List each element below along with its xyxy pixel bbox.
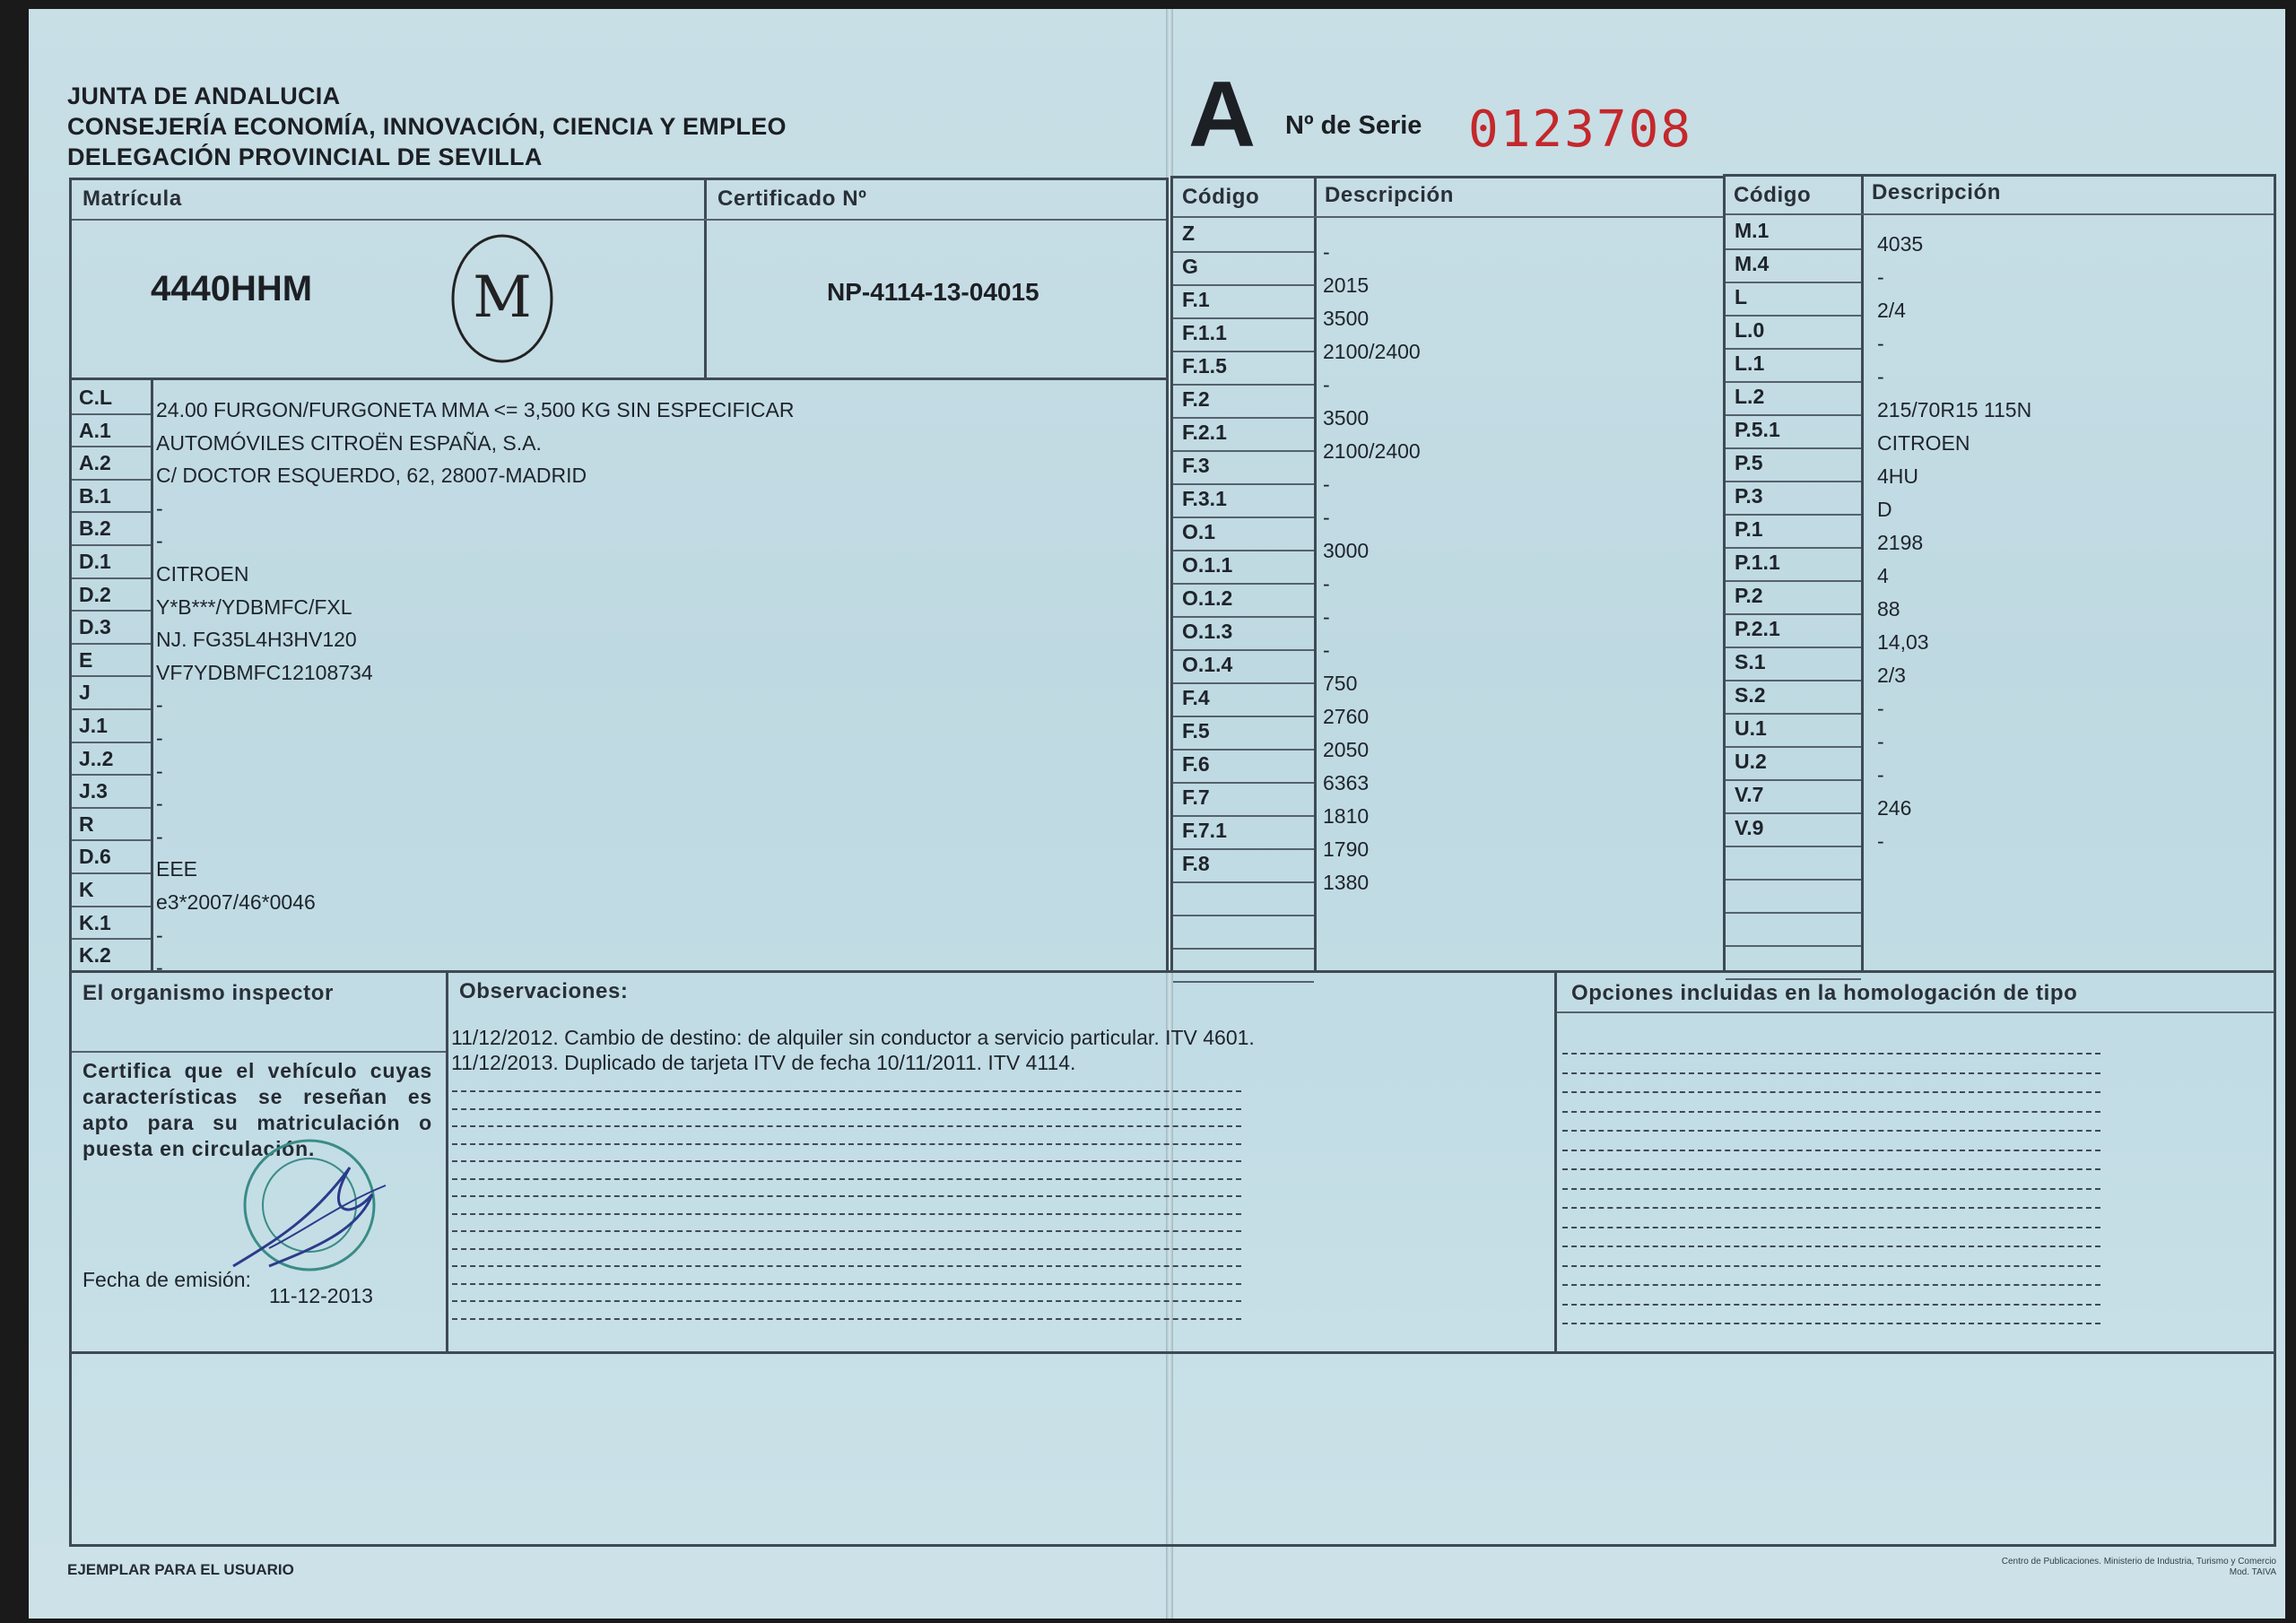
- left-field-value: CITROEN: [156, 562, 249, 586]
- publisher-footer: [2002, 1557, 2276, 1578]
- mid-row-value: -: [1323, 605, 1330, 629]
- mid-row-code: F.4: [1182, 686, 1210, 709]
- left-field-divider: [72, 643, 151, 645]
- mid-row-value: -: [1323, 240, 1330, 264]
- mid-row-divider: [1173, 483, 1314, 485]
- issuer-line-1: JUNTA DE ANDALUCIA: [67, 82, 341, 109]
- right-row-divider: [1726, 945, 1861, 947]
- left-field-divider: [72, 544, 151, 546]
- observaciones-label: Observaciones:: [459, 979, 629, 1003]
- mid-row-value: -: [1323, 572, 1330, 595]
- mid-row-code: O.1: [1182, 520, 1216, 543]
- right-row-value: -: [1877, 730, 1884, 753]
- left-field-code: K.1: [79, 911, 111, 934]
- opcion-dashed-line: [1562, 1245, 2100, 1247]
- right-row-value: D: [1877, 498, 1892, 521]
- right-row-divider: [1726, 447, 1861, 449]
- left-field-code: D.6: [79, 845, 111, 868]
- right-row-divider: [1726, 779, 1861, 781]
- mid-row-value: 3500: [1323, 307, 1370, 330]
- left-field-divider: [72, 839, 151, 841]
- left-field-value: -: [156, 529, 163, 552]
- right-row-code: S.2: [1735, 683, 1766, 707]
- right-row-divider: [1726, 481, 1861, 482]
- mid-row-divider: [1173, 682, 1314, 684]
- observacion-dashed-line: [452, 1283, 1241, 1285]
- left-field-code: J.1: [79, 714, 108, 737]
- left-field-divider: [72, 446, 151, 447]
- observacion-dashed-line: [452, 1195, 1241, 1197]
- right-row-value: 88: [1877, 597, 1900, 621]
- mid-row-value: 750: [1323, 672, 1358, 695]
- left-field-code: D.3: [79, 615, 111, 638]
- left-field-value: -: [156, 924, 163, 947]
- mid-row-code: G: [1182, 255, 1198, 278]
- mid-row-value: 2760: [1323, 705, 1370, 728]
- opcion-dashed-line: [1562, 1168, 2100, 1170]
- mid-row-divider: [1173, 317, 1314, 319]
- left-field-divider: [72, 807, 151, 809]
- left-field-divider: [72, 872, 151, 874]
- right-row-code: V.7: [1735, 783, 1764, 806]
- mid-row-code: Z: [1182, 221, 1196, 245]
- right-table: [1723, 174, 2276, 973]
- right-row-divider: [1726, 282, 1861, 283]
- left-field-code: D.1: [79, 550, 111, 573]
- right-row-divider: [1726, 414, 1861, 416]
- left-field-value: -: [156, 693, 163, 716]
- right-row-divider: [1726, 879, 1861, 881]
- left-field-code: J: [79, 681, 91, 704]
- mid-row-code: F.5: [1182, 719, 1210, 742]
- left-field-value: 24.00 FURGON/FURGONETA MMA <= 3,500 KG SIN ESPECIFICAR: [156, 398, 795, 421]
- matricula-label: Matrícula: [83, 187, 182, 211]
- mid-row-code: O.1.2: [1182, 586, 1233, 610]
- right-row-code: P.2: [1735, 584, 1763, 607]
- mid-row-code: O.1.4: [1182, 653, 1233, 676]
- observacion-dashed-line: [452, 1265, 1241, 1267]
- mid-row-code: O.1.3: [1182, 620, 1233, 643]
- certifica-text: Certifica que el vehículo cuyas características se reseñan es apto para su matriculación o puesta en circulación.: [83, 1059, 432, 1160]
- ejemplar-footer: EJEMPLAR PARA EL USUARIO: [67, 1561, 294, 1578]
- right-row-divider: [1726, 680, 1861, 681]
- mid-row-divider: [1173, 351, 1314, 352]
- mid-row-code: F.1.5: [1182, 354, 1227, 378]
- right-row-code: L.1: [1735, 352, 1765, 375]
- right-row-code: P.1: [1735, 517, 1763, 541]
- mid-row-value: -: [1323, 638, 1330, 662]
- mid-row-code: F.3.1: [1182, 487, 1227, 510]
- observacion-dashed-line: [452, 1178, 1241, 1180]
- mid-row-code: F.7: [1182, 785, 1210, 809]
- observacion-dashed-line: [452, 1143, 1241, 1145]
- mid-row-divider: [1173, 815, 1314, 817]
- matricula-value: 4440HHM: [151, 269, 313, 308]
- serie-letter: A: [1188, 63, 1257, 167]
- mid-row-divider: [1173, 251, 1314, 253]
- right-row-code: P.3: [1735, 484, 1763, 508]
- mid-row-value: -: [1323, 506, 1330, 529]
- right-row-value: -: [1877, 365, 1884, 388]
- left-field-value: -: [156, 825, 163, 848]
- mid-table: [1170, 176, 1726, 973]
- mid-row-value: 2050: [1323, 738, 1370, 761]
- mid-row-value: -: [1323, 373, 1330, 396]
- mid-row-divider: [1173, 848, 1314, 850]
- mid-row-divider: [1173, 616, 1314, 618]
- observacion-dashed-line: [452, 1248, 1241, 1250]
- opcion-dashed-line: [1562, 1227, 2100, 1228]
- mid-row-value: 6363: [1323, 771, 1370, 794]
- right-row-code: U.2: [1735, 750, 1767, 773]
- mid-row-divider: [1173, 384, 1314, 386]
- right-row-code: U.1: [1735, 716, 1767, 740]
- official-stamp-icon: [215, 1132, 404, 1284]
- observacion-line-2: 11/12/2013. Duplicado de tarjeta ITV de fecha 10/11/2011. ITV 4114.: [451, 1051, 1076, 1074]
- right-row-divider: [1726, 580, 1861, 582]
- opcion-dashed-line: [1562, 1130, 2100, 1132]
- right-row-value: 2/4: [1877, 299, 1906, 322]
- observacion-dashed-line: [452, 1160, 1241, 1162]
- left-field-value: -: [156, 792, 163, 815]
- right-row-divider: [1726, 381, 1861, 383]
- right-row-divider: [1726, 514, 1861, 516]
- mid-row-divider: [1173, 782, 1314, 784]
- opcion-dashed-line: [1562, 1091, 2100, 1093]
- mid-row-code: F.8: [1182, 852, 1210, 875]
- observacion-dashed-line: [452, 1125, 1241, 1127]
- left-field-value: -: [156, 497, 163, 520]
- right-row-code: M.4: [1735, 252, 1770, 275]
- opcion-dashed-line: [1562, 1111, 2100, 1113]
- left-field-divider: [72, 610, 151, 612]
- issuer-line-2: CONSEJERÍA ECONOMÍA, INNOVACIÓN, CIENCIA Y EMPLEO: [67, 113, 787, 140]
- left-field-code: B.1: [79, 484, 111, 508]
- left-field-code: K.2: [79, 943, 111, 967]
- publisher-line-1: Centro de Publicaciones. Ministerio de Industria, Turismo y Comercio: [2001, 1557, 2276, 1567]
- right-row-code: V.9: [1735, 816, 1764, 839]
- right-row-divider: [1726, 348, 1861, 350]
- observacion-dashed-line: [452, 1318, 1241, 1320]
- mid-row-value: 2100/2400: [1323, 340, 1421, 363]
- right-row-value: 2/3: [1877, 664, 1906, 687]
- opcion-dashed-line: [1562, 1323, 2100, 1324]
- right-row-divider: [1726, 613, 1861, 615]
- mid-row-code: F.1: [1182, 288, 1210, 311]
- mid-row-divider: [1173, 417, 1314, 419]
- mid-row-value: -: [1323, 473, 1330, 496]
- blank-bottom-box: [69, 1351, 2276, 1547]
- left-field-code: A.1: [79, 419, 111, 442]
- mid-row-divider: [1173, 516, 1314, 518]
- right-row-code: L: [1735, 285, 1748, 308]
- mid-row-value: 2100/2400: [1323, 439, 1421, 463]
- left-field-value: -: [156, 759, 163, 783]
- opcion-dashed-line: [1562, 1188, 2100, 1190]
- right-row-value: -: [1877, 829, 1884, 853]
- mid-row-code: F.3: [1182, 454, 1210, 477]
- mid-row-divider: [1173, 450, 1314, 452]
- left-field-divider: [72, 938, 151, 940]
- left-field-code: A.2: [79, 451, 111, 474]
- left-field-code: D.2: [79, 583, 111, 606]
- left-field-value: EEE: [156, 857, 198, 881]
- right-code-header: Código: [1734, 183, 1812, 207]
- left-field-value: AUTOMÓVILES CITROËN ESPAÑA, S.A.: [156, 431, 542, 455]
- left-field-divider: [72, 675, 151, 677]
- mid-row-divider: [1173, 284, 1314, 286]
- left-field-code: E: [79, 648, 93, 672]
- mid-code-header: Código: [1182, 185, 1260, 209]
- right-desc-header: Descripción: [1872, 180, 2001, 204]
- right-row-divider: [1726, 547, 1861, 549]
- left-field-divider: [72, 479, 151, 481]
- mid-row-code: F.2: [1182, 387, 1210, 411]
- mid-row-divider: [1173, 550, 1314, 551]
- right-row-code: L.0: [1735, 318, 1765, 342]
- certificado-label: Certificado Nº: [718, 187, 867, 211]
- observacion-dashed-line: [452, 1213, 1241, 1215]
- right-row-value: 4035: [1877, 232, 1924, 256]
- left-field-value: Y*B***/YDBMFC/FXL: [156, 595, 352, 619]
- left-field-divider: [72, 774, 151, 776]
- right-row-divider: [1726, 912, 1861, 914]
- opcion-dashed-line: [1562, 1150, 2100, 1151]
- fecha-emision-value: 11-12-2013: [269, 1284, 373, 1307]
- left-field-divider: [72, 906, 151, 907]
- mid-row-value: 1380: [1323, 871, 1370, 894]
- left-field-code: R: [79, 812, 94, 836]
- issuer-line-3: DELEGACIÓN PROVINCIAL DE SEVILLA: [67, 143, 543, 170]
- mid-row-divider: [1173, 948, 1314, 950]
- right-row-divider: [1726, 812, 1861, 814]
- right-row-value: 246: [1877, 796, 1912, 820]
- serie-number: 0123708: [1468, 100, 1693, 159]
- left-field-value: NJ. FG35L4H3HV120: [156, 628, 357, 651]
- left-field-code: B.2: [79, 516, 111, 540]
- mid-row-value: 1810: [1323, 804, 1370, 828]
- right-row-value: 4HU: [1877, 464, 1919, 488]
- right-row-value: -: [1877, 763, 1884, 786]
- mid-row-divider: [1173, 583, 1314, 585]
- observacion-dashed-line: [452, 1090, 1241, 1092]
- publisher-line-2: Mod. TAIVA: [2229, 1567, 2276, 1577]
- right-row-code: P.2.1: [1735, 617, 1780, 640]
- opciones-box: [1554, 970, 2276, 1354]
- mid-row-divider: [1173, 749, 1314, 751]
- left-field-code: J.3: [79, 779, 108, 803]
- opcion-dashed-line: [1562, 1284, 2100, 1286]
- opcion-dashed-line: [1562, 1304, 2100, 1306]
- right-row-divider: [1726, 647, 1861, 648]
- left-field-divider: [72, 413, 151, 415]
- right-row-divider: [1726, 846, 1861, 847]
- right-row-value: 14,03: [1877, 630, 1929, 654]
- right-row-divider: [1726, 248, 1861, 250]
- right-row-divider: [1726, 713, 1861, 715]
- inspector-label: El organismo inspector: [83, 981, 334, 1005]
- right-row-code: P.5: [1735, 451, 1763, 474]
- mid-row-value: 2015: [1323, 273, 1370, 297]
- mid-row-code: F.1.1: [1182, 321, 1227, 344]
- mid-row-code: F.7.1: [1182, 819, 1227, 842]
- left-field-value: e3*2007/46*0046: [156, 890, 316, 914]
- serie-label: Nº de Serie: [1285, 111, 1422, 140]
- mid-row-divider: [1173, 649, 1314, 651]
- observacion-line-1: 11/12/2012. Cambio de destino: de alquiler sin conductor a servicio particular. ITV 4601.: [451, 1026, 1255, 1049]
- left-field-divider: [72, 577, 151, 579]
- opcion-dashed-line: [1562, 1265, 2100, 1267]
- right-row-value: 4: [1877, 564, 1889, 587]
- mid-row-divider: [1173, 881, 1314, 883]
- right-row-value: 2198: [1877, 531, 1924, 554]
- left-field-value: -: [156, 956, 163, 979]
- mid-row-divider: [1173, 915, 1314, 916]
- left-field-value: -: [156, 726, 163, 750]
- mid-row-code: O.1.1: [1182, 553, 1233, 577]
- mid-row-value: 3500: [1323, 406, 1370, 430]
- mid-row-divider: [1173, 716, 1314, 717]
- issuer-header: [67, 81, 787, 172]
- right-row-value: -: [1877, 697, 1884, 720]
- right-row-divider: [1726, 315, 1861, 317]
- right-row-code: S.1: [1735, 650, 1766, 673]
- opcion-dashed-line: [1562, 1072, 2100, 1074]
- right-row-value: -: [1877, 332, 1884, 355]
- left-field-divider: [72, 708, 151, 710]
- left-field-code: C.L: [79, 386, 113, 409]
- opcion-dashed-line: [1562, 1053, 2100, 1055]
- observacion-dashed-line: [452, 1300, 1241, 1302]
- opcion-dashed-line: [1562, 1207, 2100, 1209]
- fecha-emision-label: Fecha de emisión:: [83, 1268, 251, 1291]
- right-row-value: CITROEN: [1877, 431, 1970, 455]
- left-field-value: C/ DOCTOR ESQUERDO, 62, 28007-MADRID: [156, 464, 587, 487]
- handwritten-m-mark: [447, 231, 560, 366]
- left-field-value: VF7YDBMFC12108734: [156, 661, 373, 684]
- mid-desc-header: Descripción: [1325, 183, 1454, 207]
- right-row-value: -: [1877, 265, 1884, 289]
- left-field-divider: [72, 742, 151, 743]
- mid-row-value: 3000: [1323, 539, 1370, 562]
- right-row-code: L.2: [1735, 385, 1765, 408]
- opciones-label: Opciones incluidas en la homologación de tipo: [1571, 981, 2078, 1005]
- right-row-code: M.1: [1735, 219, 1770, 242]
- certificado-value: NP-4114-13-04015: [827, 278, 1039, 306]
- mid-row-code: F.6: [1182, 752, 1210, 776]
- right-row-value: 215/70R15 115N: [1877, 398, 2032, 421]
- right-row-code: P.1.1: [1735, 551, 1780, 574]
- mid-row-code: F.2.1: [1182, 421, 1227, 444]
- left-field-divider: [72, 511, 151, 513]
- mid-row-value: 1790: [1323, 838, 1370, 861]
- handwritten-m: M: [473, 265, 532, 331]
- observacion-dashed-line: [452, 1230, 1241, 1232]
- observacion-dashed-line: [452, 1108, 1241, 1110]
- right-row-code: P.5.1: [1735, 418, 1780, 441]
- left-field-code: K: [79, 878, 94, 901]
- left-field-code: J..2: [79, 747, 114, 770]
- right-row-divider: [1726, 746, 1861, 748]
